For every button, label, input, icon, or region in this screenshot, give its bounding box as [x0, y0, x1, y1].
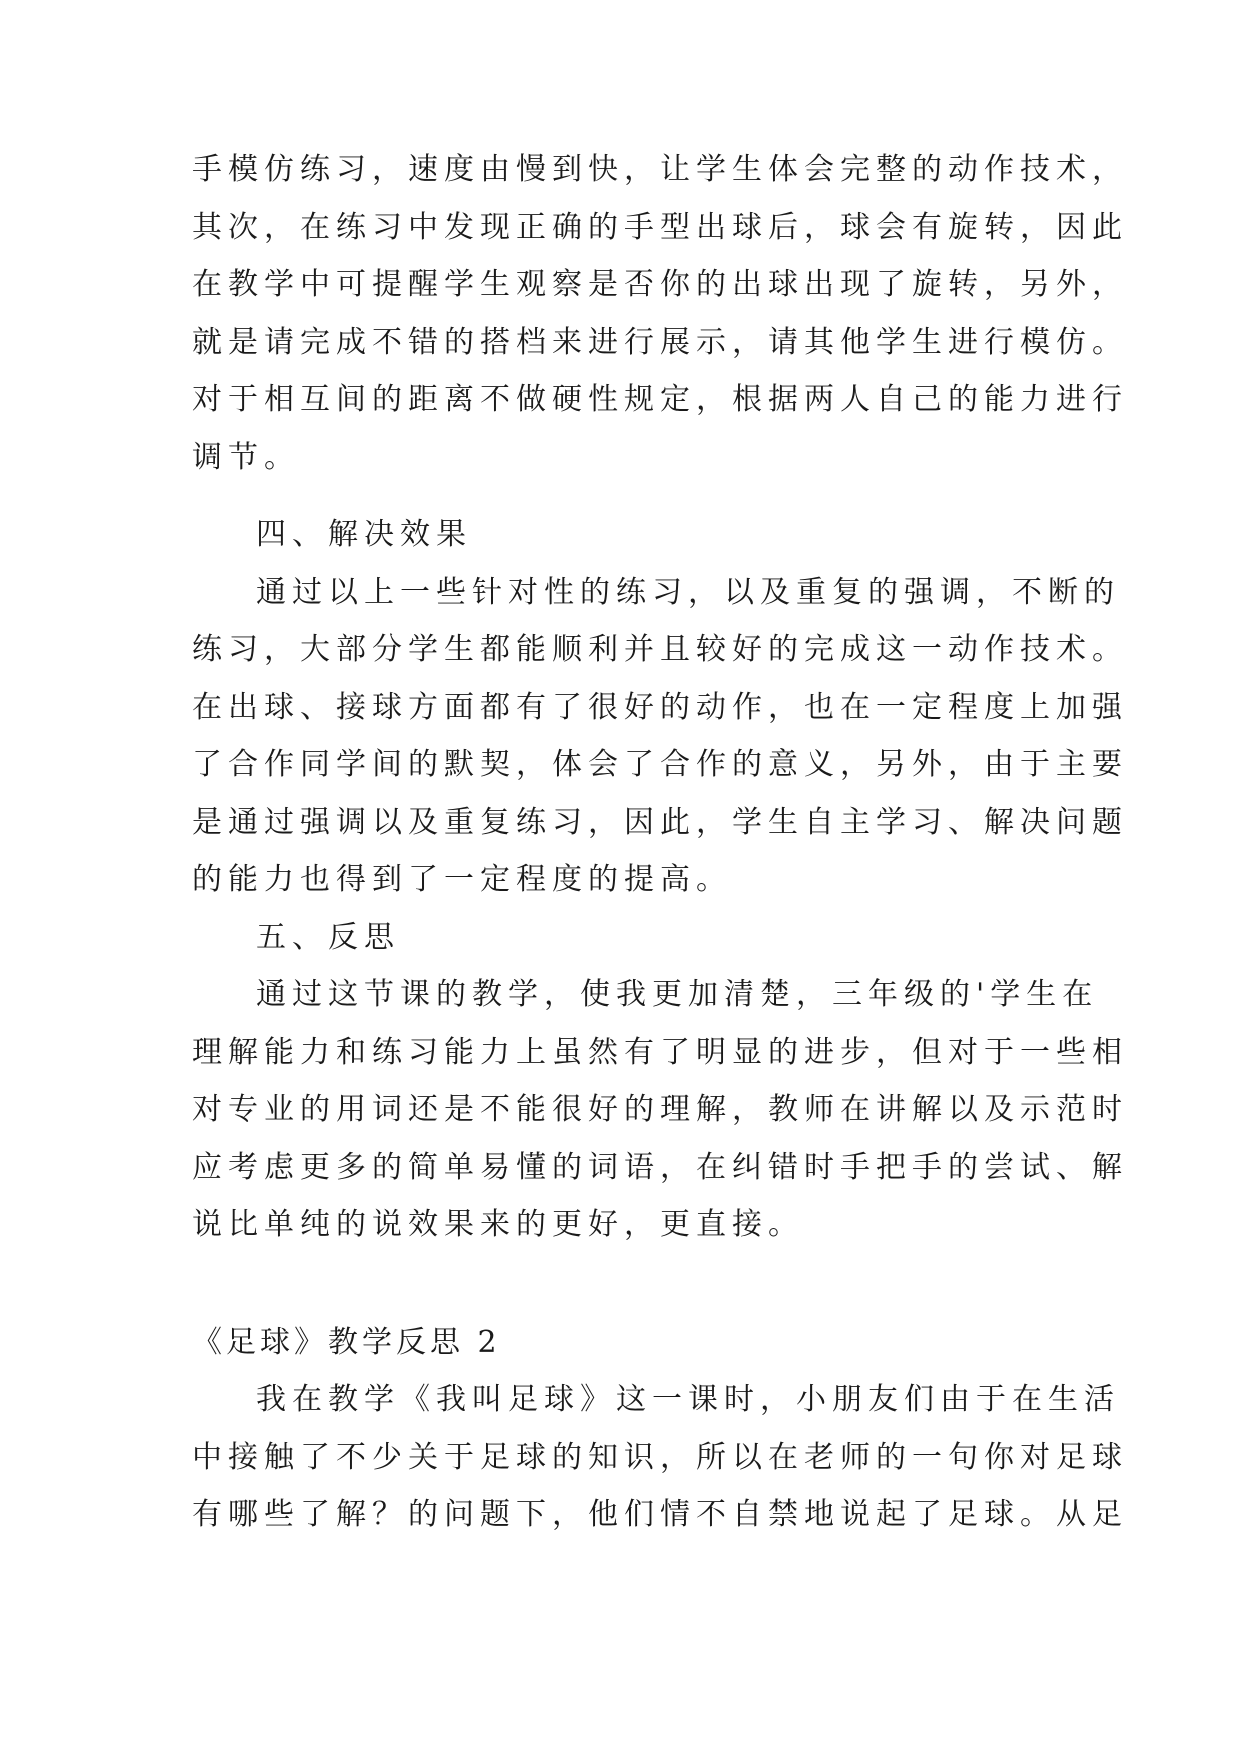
paragraph-line: 了合作同学间的默契，体会了合作的意义，另外，由于主要: [192, 747, 1128, 782]
paragraph-line: 说比单纯的说效果来的更好，更直接。: [192, 1207, 804, 1242]
paragraph-line: 练习，大部分学生都能顺利并且较好的完成这一动作技术。: [192, 632, 1128, 667]
paragraph-line: 应考虑更多的简单易懂的词语，在纠错时手把手的尝试、解: [192, 1150, 1128, 1185]
paragraph-line: 通过以上一些针对性的练习，以及重复的强调，不断的: [256, 575, 1120, 610]
paragraph-line: 就是请完成不错的搭档来进行展示，请其他学生进行模仿。: [192, 325, 1128, 360]
paragraph-line: 理解能力和练习能力上虽然有了明显的进步，但对于一些相: [192, 1035, 1128, 1070]
paragraph-line: 对于相互间的距离不做硬性规定，根据两人自己的能力进行: [192, 382, 1128, 417]
section-heading: 五、反思: [256, 920, 400, 955]
paragraph-line: 是通过强调以及重复练习，因此，学生自主学习、解决问题: [192, 805, 1128, 840]
paragraph-line: 手模仿练习，速度由慢到快，让学生体会完整的动作技术，: [192, 152, 1128, 187]
paragraph-line: 调节。: [192, 440, 300, 475]
paragraph-line: 我在教学《我叫足球》这一课时，小朋友们由于在生活: [256, 1382, 1120, 1417]
section-heading: 四、解决效果: [256, 517, 472, 552]
paragraph-line: 其次，在练习中发现正确的手型出球后，球会有旋转，因此: [192, 210, 1128, 245]
article-title: 《足球》教学反思 2: [192, 1325, 501, 1360]
paragraph-line: 对专业的用词还是不能很好的理解，教师在讲解以及示范时: [192, 1092, 1128, 1127]
paragraph-line: 中接触了不少关于足球的知识，所以在老师的一句你对足球: [192, 1440, 1128, 1475]
paragraph-line: 的能力也得到了一定程度的提高。: [192, 862, 732, 897]
paragraph-line: 有哪些了解？的问题下，他们情不自禁地说起了足球。从足: [192, 1497, 1128, 1532]
paragraph-line: 在出球、接球方面都有了很好的动作，也在一定程度上加强: [192, 690, 1128, 725]
paragraph-line: 通过这节课的教学，使我更加清楚，三年级的'学生在: [256, 977, 1099, 1012]
paragraph-line: 在教学中可提醒学生观察是否你的出球出现了旋转，另外，: [192, 267, 1128, 302]
